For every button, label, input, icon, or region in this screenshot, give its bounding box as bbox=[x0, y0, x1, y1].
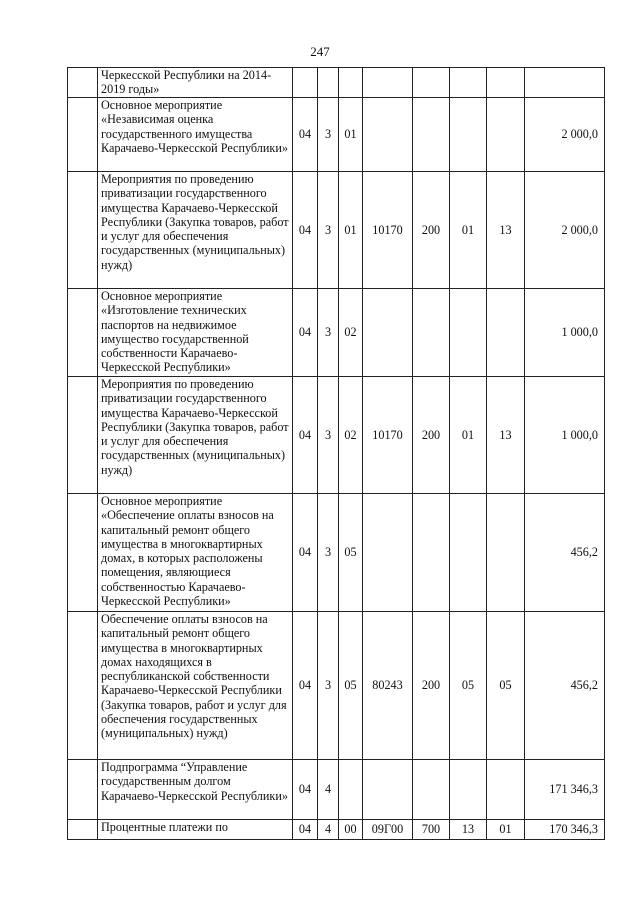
code-cell bbox=[363, 289, 413, 377]
code-cell bbox=[487, 760, 525, 820]
table-row bbox=[68, 760, 605, 820]
code-cell bbox=[450, 68, 487, 98]
code-cell: 05 bbox=[339, 612, 363, 760]
code-cell: 10170 bbox=[363, 377, 413, 494]
code-cell: 4 bbox=[318, 820, 339, 840]
code-cell: 09Г00 bbox=[363, 820, 413, 840]
code-cell: 3 bbox=[318, 494, 339, 612]
code-cell: 10170 bbox=[363, 172, 413, 289]
table-row bbox=[68, 377, 605, 494]
table-row bbox=[68, 494, 605, 612]
item-name: Черкесской Республики на 2014-2019 годы» bbox=[98, 68, 293, 98]
code-cell: 01 bbox=[450, 377, 487, 494]
code-cell bbox=[450, 98, 487, 172]
code-cell: 3 bbox=[318, 377, 339, 494]
item-name: Мероприятия по проведению приватизации государственного имущества Карачаево-Черкесской Республики (Закупка товаров, работ и услуг для обеспечения государственных (муниципальных) нужд) bbox=[98, 172, 293, 289]
code-cell: 200 bbox=[413, 612, 450, 760]
item-name: Основное мероприятие «Независимая оценка государственного имущества Карачаево-Черкесской Республики» bbox=[98, 98, 293, 172]
item-name: Основное мероприятие «Обеспечение оплаты взносов на капитальный ремонт общего имущества в многоквартирных домах, в которых расположены помещения, являющиеся собственностью Карачаево-Черкесской Республики» bbox=[98, 494, 293, 612]
index-cell bbox=[68, 172, 98, 289]
item-name: Обеспечение оплаты взносов на капитальный ремонт общего имущества в многоквартирных домах находящихся в республиканской собственности Карачаево-Черкесской Республики (Закупка товаров, работ и услуг для обеспечения государственных (муниципальных) нужд) bbox=[98, 612, 293, 760]
item-name: Основное мероприятие «Изготовление технических паспортов на недвижимое имущество государственной собственности Карачаево-Черкесской Республики» bbox=[98, 289, 293, 377]
item-name: Процентные платежи по bbox=[98, 820, 293, 840]
amount-cell: 456,2 bbox=[525, 612, 605, 760]
code-cell bbox=[413, 98, 450, 172]
code-cell bbox=[487, 289, 525, 377]
code-cell: 00 bbox=[339, 820, 363, 840]
code-cell: 05 bbox=[339, 494, 363, 612]
table-row bbox=[68, 172, 605, 289]
amount-cell bbox=[525, 68, 605, 98]
amount-cell: 1 000,0 bbox=[525, 377, 605, 494]
code-cell: 01 bbox=[487, 820, 525, 840]
index-cell bbox=[68, 494, 98, 612]
code-cell bbox=[363, 760, 413, 820]
code-cell: 05 bbox=[487, 612, 525, 760]
table-row bbox=[68, 289, 605, 377]
code-cell bbox=[450, 494, 487, 612]
code-cell: 04 bbox=[293, 760, 318, 820]
amount-cell: 171 346,3 bbox=[525, 760, 605, 820]
code-cell: 700 bbox=[413, 820, 450, 840]
code-cell: 13 bbox=[487, 377, 525, 494]
code-cell: 3 bbox=[318, 612, 339, 760]
code-cell: 4 bbox=[318, 760, 339, 820]
code-cell: 04 bbox=[293, 289, 318, 377]
code-cell bbox=[487, 494, 525, 612]
code-cell: 3 bbox=[318, 289, 339, 377]
code-cell bbox=[413, 68, 450, 98]
item-name: Подпрограмма “Управление государственным долгом Карачаево-Черкесской Республики» bbox=[98, 760, 293, 820]
code-cell bbox=[487, 68, 525, 98]
code-cell: 04 bbox=[293, 98, 318, 172]
code-cell: 3 bbox=[318, 98, 339, 172]
code-cell: 01 bbox=[339, 98, 363, 172]
index-cell bbox=[68, 820, 98, 840]
code-cell: 13 bbox=[450, 820, 487, 840]
table-row bbox=[68, 98, 605, 172]
code-cell: 01 bbox=[339, 172, 363, 289]
code-cell bbox=[413, 494, 450, 612]
amount-cell: 170 346,3 bbox=[525, 820, 605, 840]
index-cell bbox=[68, 377, 98, 494]
amount-cell: 2 000,0 bbox=[525, 172, 605, 289]
code-cell: 200 bbox=[413, 377, 450, 494]
code-cell bbox=[318, 68, 339, 98]
table-row bbox=[68, 68, 605, 98]
code-cell: 02 bbox=[339, 377, 363, 494]
amount-cell: 456,2 bbox=[525, 494, 605, 612]
code-cell bbox=[487, 98, 525, 172]
code-cell bbox=[339, 760, 363, 820]
index-cell bbox=[68, 68, 98, 98]
code-cell: 01 bbox=[450, 172, 487, 289]
code-cell bbox=[450, 760, 487, 820]
page-number: 247 bbox=[310, 44, 330, 59]
code-cell: 04 bbox=[293, 494, 318, 612]
table-row bbox=[68, 612, 605, 760]
index-cell bbox=[68, 760, 98, 820]
code-cell: 02 bbox=[339, 289, 363, 377]
code-cell: 80243 bbox=[363, 612, 413, 760]
code-cell bbox=[413, 760, 450, 820]
code-cell: 04 bbox=[293, 172, 318, 289]
code-cell bbox=[363, 98, 413, 172]
code-cell bbox=[450, 289, 487, 377]
index-cell bbox=[68, 612, 98, 760]
code-cell bbox=[339, 68, 363, 98]
code-cell: 04 bbox=[293, 377, 318, 494]
code-cell: 05 bbox=[450, 612, 487, 760]
table-row bbox=[68, 820, 605, 840]
code-cell: 04 bbox=[293, 612, 318, 760]
code-cell bbox=[363, 494, 413, 612]
code-cell bbox=[413, 289, 450, 377]
index-cell bbox=[68, 289, 98, 377]
index-cell bbox=[68, 98, 98, 172]
code-cell: 200 bbox=[413, 172, 450, 289]
code-cell: 13 bbox=[487, 172, 525, 289]
amount-cell: 1 000,0 bbox=[525, 289, 605, 377]
budget-table bbox=[67, 67, 605, 840]
code-cell: 04 bbox=[293, 820, 318, 840]
amount-cell: 2 000,0 bbox=[525, 98, 605, 172]
code-cell bbox=[293, 68, 318, 98]
item-name: Мероприятия по проведению приватизации государственного имущества Карачаево-Черкесской Республики (Закупка товаров, работ и услуг для обеспечения государственных (муниципальных) нужд) bbox=[98, 377, 293, 494]
code-cell bbox=[363, 68, 413, 98]
code-cell: 3 bbox=[318, 172, 339, 289]
